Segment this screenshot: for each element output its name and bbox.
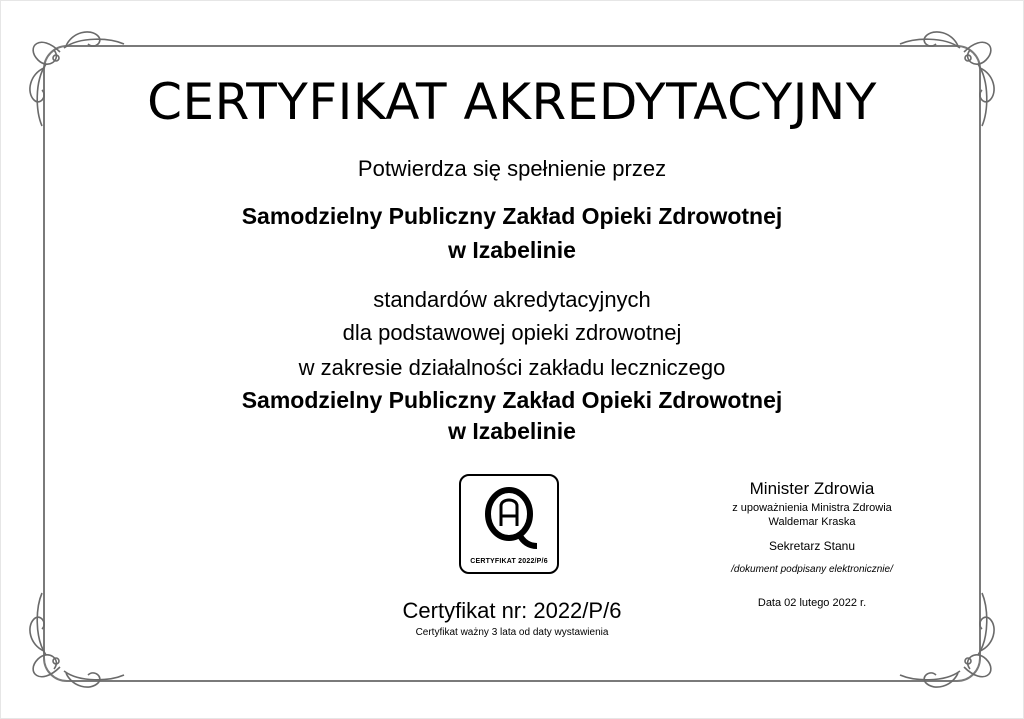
facility-name-line1: Samodzielny Publiczny Zakład Opieki Zdrowotnej (241, 387, 783, 413)
holder-name-line1: Samodzielny Publiczny Zakład Opieki Zdrowotnej (241, 203, 783, 229)
signature-note: /dokument podpisany elektronicznie/ (731, 564, 893, 575)
standards-line2: dla podstawowej opieki zdrowotnej (342, 320, 682, 345)
certificate-title: CERTYFIKAT AKREDYTACYJNY (147, 73, 877, 131)
facility-name-line2: w Izabelinie (448, 418, 576, 444)
holder-name-line2: w Izabelinie (448, 237, 576, 263)
logo-caption: CERTYFIKAT 2022/P/6 (470, 558, 548, 565)
accreditation-logo (459, 474, 559, 574)
standards-line1: standardów akredytacyjnych (373, 287, 651, 312)
intro-text: Potwierdza się spełnienie przez (357, 156, 667, 181)
holder-name (112, 199, 912, 267)
signature-authorization: z upoważnienia Ministra Zdrowia (732, 502, 892, 514)
standards-text (112, 283, 912, 349)
signature-date: Data 02 lutego 2022 r. (757, 597, 867, 609)
signature-name: Waldemar Kraska (768, 516, 856, 528)
certificate-validity: Certyfikat ważny 3 lata od daty wystawienia (415, 627, 609, 638)
corner-ornament-bottom-left-icon (20, 587, 130, 697)
scope-text: w zakresie działalności zakładu leczniczego (298, 355, 726, 380)
signature-role: Sekretarz Stanu (768, 539, 856, 553)
signature-title: Minister Zdrowia (749, 479, 875, 498)
accreditation-qa-logo-icon (479, 482, 539, 550)
certificate-number: Certyfikat nr: 2022/P/6 (402, 598, 622, 623)
facility-name (112, 385, 912, 447)
